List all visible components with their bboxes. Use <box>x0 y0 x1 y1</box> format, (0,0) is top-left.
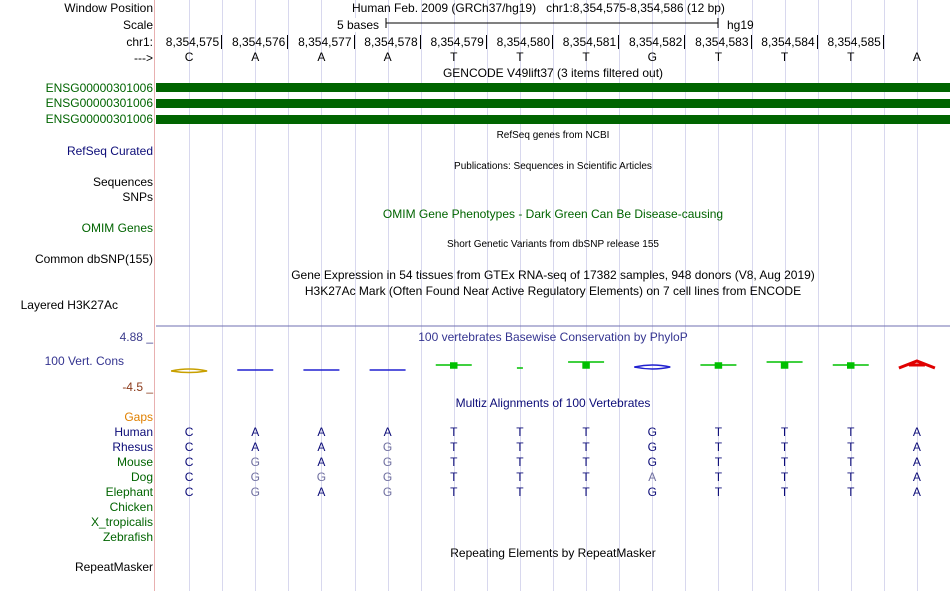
aligned-base: A <box>317 440 326 454</box>
aligned-base: T <box>847 470 855 484</box>
phylop-glyph <box>171 369 207 373</box>
aligned-base: T <box>780 455 789 469</box>
aligned-base: T <box>516 470 524 484</box>
aligned-base: T <box>847 440 855 454</box>
phylop-glyph <box>436 363 472 368</box>
reference-base: A <box>912 50 921 64</box>
species-label[interactable]: X_tropicalis <box>90 515 153 529</box>
aligned-base: T <box>780 440 789 454</box>
aligned-base: G <box>316 470 327 484</box>
aligned-base: T <box>714 440 723 454</box>
reference-base: T <box>780 50 789 64</box>
phylop-glyph <box>568 362 604 368</box>
reference-base: A <box>383 50 392 64</box>
label-scale: Scale <box>122 18 153 32</box>
aligned-base: T <box>582 470 590 484</box>
track-title-repeatmasker: Repeating Elements by RepeatMasker <box>450 546 656 560</box>
aligned-base: T <box>780 425 789 439</box>
aligned-base: T <box>450 470 458 484</box>
ruler-position: 8,354,580 <box>487 35 553 49</box>
aligned-base: A <box>912 425 921 439</box>
phylop-glyph <box>899 361 935 368</box>
aligned-base: A <box>317 485 326 499</box>
aligned-base: T <box>450 440 458 454</box>
aligned-base: A <box>383 425 392 439</box>
aligned-base: T <box>450 485 458 499</box>
aligned-base: G <box>250 455 260 469</box>
ruler-position: 8,354,576 <box>222 35 288 49</box>
aligned-base: T <box>714 455 723 469</box>
aligned-base: T <box>847 425 855 439</box>
reference-base: A <box>317 50 326 64</box>
ruler-position: 8,354,581 <box>553 35 619 49</box>
phylop-glyph <box>700 363 736 368</box>
track-title-gtex: Gene Expression in 54 tissues from GTEx RNA-seq of 17382 samples, 948 donors (V8, Aug 2019) <box>291 268 815 282</box>
aligned-base: G <box>250 485 260 499</box>
scale-bar <box>156 14 950 34</box>
cons-max-label: 4.88 _ <box>119 330 153 344</box>
reference-base: G <box>647 50 657 64</box>
aligned-base: A <box>251 440 260 454</box>
aligned-base: T <box>847 485 855 499</box>
aligned-base: C <box>184 425 194 439</box>
track-title-refseq: RefSeq genes from NCBI <box>496 130 610 141</box>
reference-base: T <box>516 50 524 64</box>
aligned-base: G <box>647 440 657 454</box>
species-label[interactable]: Dog <box>130 470 153 484</box>
species-label[interactable]: Elephant <box>105 485 153 499</box>
aligned-base: C <box>184 440 194 454</box>
species-label[interactable]: Human <box>114 425 153 439</box>
track-title-gencode: GENCODE V49lift37 (3 items filtered out) <box>442 66 664 80</box>
track-label-omim[interactable]: OMIM Genes <box>81 221 153 235</box>
aligned-base: T <box>847 455 855 469</box>
track-title-phylop: 100 vertebrates Basewise Conservation by PhyloP <box>418 330 688 344</box>
gencode-item-1[interactable]: ENSG00000301006 <box>45 81 153 95</box>
aligned-base: G <box>382 455 393 469</box>
aligned-base: T <box>714 425 723 439</box>
ruler-position: 8,354,582 <box>619 35 685 49</box>
label-chrom: chr1: <box>126 35 153 49</box>
phylop-conservation-plot[interactable] <box>156 325 950 375</box>
species-label[interactable]: Zebrafish <box>102 530 153 544</box>
ruler-position: 8,354,585 <box>818 35 884 49</box>
aligned-base: G <box>647 485 657 499</box>
gencode-feature-1[interactable] <box>156 83 950 92</box>
ruler-position: 8,354,577 <box>289 35 355 49</box>
species-label[interactable]: Chicken <box>109 500 153 514</box>
gencode-item-2[interactable]: ENSG00000301006 <box>45 96 153 110</box>
aligned-base: T <box>780 470 789 484</box>
ruler-position: 8,354,583 <box>686 35 752 49</box>
reference-base: T <box>582 50 590 64</box>
gencode-item-3[interactable]: ENSG00000301006 <box>45 112 153 126</box>
species-label[interactable]: Mouse <box>116 455 153 469</box>
aligned-base: C <box>184 485 194 499</box>
phylop-glyph <box>767 362 803 368</box>
aligned-base: T <box>582 440 590 454</box>
track-label-repeatmasker[interactable]: RepeatMasker <box>74 560 153 574</box>
track-title-omim: OMIM Gene Phenotypes - Dark Green Can Be Disease-causing <box>382 207 724 221</box>
aligned-base: T <box>714 485 723 499</box>
aligned-base: T <box>582 425 590 439</box>
aligned-base: T <box>714 470 723 484</box>
reference-base: C <box>184 50 194 64</box>
ruler-position: 8,354,584 <box>752 35 818 49</box>
aligned-base: G <box>647 425 657 439</box>
aligned-base: C <box>184 470 194 484</box>
aligned-base: G <box>382 470 393 484</box>
aligned-base: G <box>647 455 657 469</box>
track-label-snps[interactable]: SNPs <box>122 190 153 204</box>
label-window-position: Window Position <box>64 1 153 15</box>
ruler-position: 8,354,575 <box>156 35 222 49</box>
track-title-h3k27ac: H3K27Ac Mark (Often Found Near Active Regulatory Elements) on 7 cell lines from ENCODE <box>304 284 802 298</box>
aligned-base: A <box>317 455 326 469</box>
species-label[interactable]: Rhesus <box>112 440 153 454</box>
aligned-base: T <box>450 455 458 469</box>
gencode-feature-2[interactable] <box>156 99 950 108</box>
aligned-base: T <box>780 485 789 499</box>
assembly-name: Human Feb. 2009 (GRCh37/hg19) <box>352 1 537 15</box>
aligned-base: T <box>516 425 524 439</box>
cons-min-label: -4.5 _ <box>122 380 153 394</box>
track-label-gaps[interactable]: Gaps <box>124 410 153 424</box>
aligned-base: T <box>450 425 458 439</box>
gencode-feature-3[interactable] <box>156 115 950 124</box>
track-title-dbsnp: Short Genetic Variants from dbSNP release 155 <box>447 239 659 250</box>
aligned-base: A <box>648 470 657 484</box>
aligned-base: G <box>382 485 393 499</box>
track-label-cons[interactable]: 100 Vert. Cons <box>44 354 124 368</box>
aligned-base: A <box>912 485 921 499</box>
aligned-base: G <box>250 470 260 484</box>
phylop-glyph <box>833 363 869 368</box>
aligned-base: A <box>317 425 326 439</box>
label-divider <box>154 0 155 591</box>
track-label-dbsnp[interactable]: Common dbSNP(155) <box>34 252 153 266</box>
aligned-base: A <box>912 470 921 484</box>
scale-db: hg19 <box>727 18 754 32</box>
aligned-base: T <box>516 440 524 454</box>
reference-base: T <box>450 50 458 64</box>
track-title-publications: Publications: Sequences in Scientific Articles <box>454 161 652 172</box>
reference-base: T <box>714 50 723 64</box>
ruler-position: 8,354,578 <box>355 35 421 49</box>
reference-base: T <box>847 50 855 64</box>
position-coords: chr1:8,354,575-8,354,586 (12 bp) <box>546 1 725 15</box>
label-strand: ---> <box>134 51 153 65</box>
phylop-glyph <box>634 365 670 369</box>
aligned-base: C <box>184 455 194 469</box>
aligned-base: T <box>516 455 524 469</box>
aligned-base: T <box>516 485 524 499</box>
scale-text: 5 bases <box>337 18 380 32</box>
track-title-multiz: Multiz Alignments of 100 Vertebrates <box>455 396 651 410</box>
aligned-base: T <box>582 455 590 469</box>
aligned-base: A <box>251 425 260 439</box>
track-label-refseq[interactable]: RefSeq Curated <box>66 144 153 158</box>
ruler-position: 8,354,579 <box>421 35 487 49</box>
aligned-base: T <box>582 485 590 499</box>
aligned-base: A <box>912 440 921 454</box>
reference-base: A <box>251 50 260 64</box>
track-label-h3k27ac[interactable]: Layered H3K27Ac <box>20 298 118 312</box>
aligned-base: A <box>912 455 921 469</box>
aligned-base: G <box>382 440 393 454</box>
position-header <box>352 1 725 15</box>
track-label-sequences[interactable]: Sequences <box>92 175 153 189</box>
